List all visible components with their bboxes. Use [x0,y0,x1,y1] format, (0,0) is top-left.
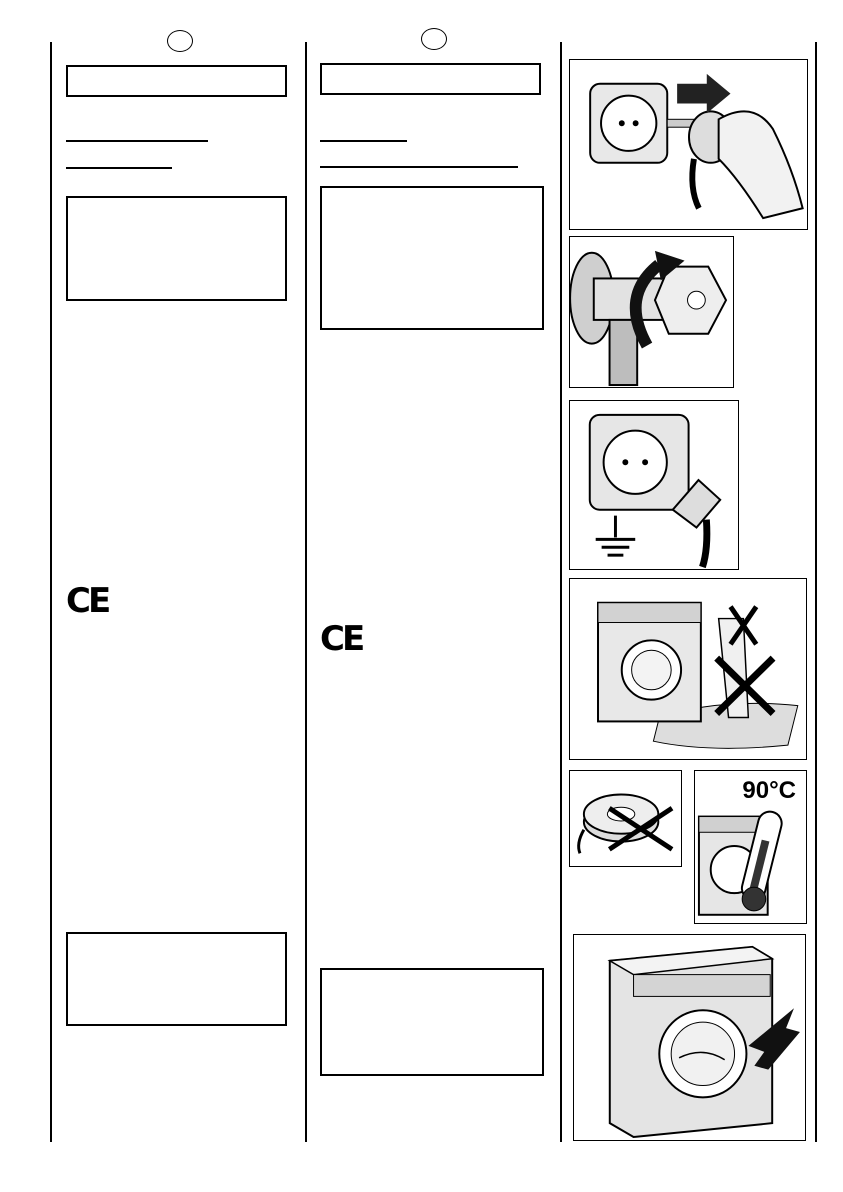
middle-title-box [320,63,541,95]
illustration-door-glass [573,934,806,1141]
middle-warning-box [320,186,544,330]
illustration-water-tap [569,236,734,388]
column-divider-4 [815,42,817,1142]
middle-note-box [320,968,544,1076]
illustration-earthed-socket [569,400,739,570]
no-wet-hands-icon [570,579,806,759]
left-warning-box [66,196,287,301]
middle-heading-underline-2 [320,166,518,168]
left-ce-mark: CE [66,581,109,621]
illustration-no-wet-hands [569,578,807,760]
water-tap-close-icon [570,237,733,387]
illustration-unplug [569,59,808,230]
middle-ce-mark: CE [320,619,363,659]
language-badge-left [167,30,193,52]
left-title-box [66,65,287,97]
left-note-box [66,932,287,1026]
left-heading-underline-2 [66,167,172,169]
language-badge-right [421,28,447,50]
column-divider-3 [560,42,562,1142]
unplug-icon [570,60,807,229]
illustration-no-extension-reel [569,770,682,867]
illustration-hot-glass [694,770,807,924]
earthed-socket-icon [570,401,738,569]
column-divider-1 [50,42,52,1142]
no-extension-reel-icon [570,771,681,866]
door-glass-icon [574,935,805,1140]
temperature-label: 90°C [742,777,796,804]
left-heading-underline-1 [66,140,208,142]
middle-heading-underline-1 [320,140,407,142]
column-divider-2 [305,42,307,1142]
